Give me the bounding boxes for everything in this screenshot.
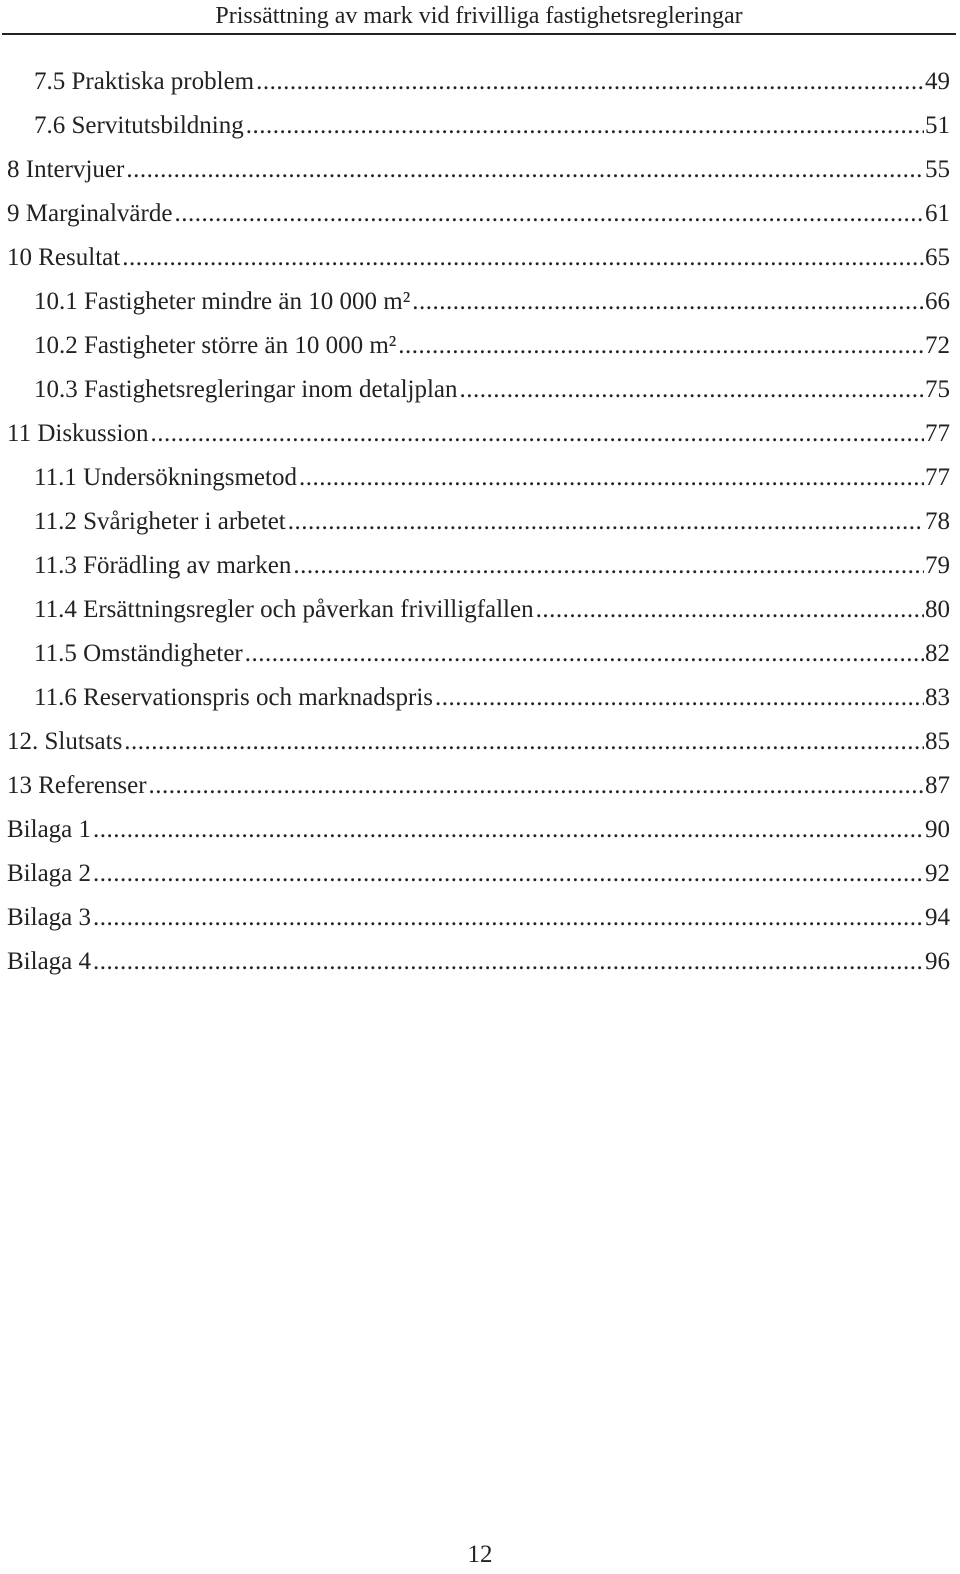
- toc-entry-13[interactable]: [7, 764, 950, 808]
- toc-entry-page: 80: [925, 596, 950, 623]
- toc-entry-page: 90: [925, 816, 950, 843]
- toc-entry-page: 66: [925, 288, 950, 315]
- toc-entry-8[interactable]: [7, 148, 950, 192]
- dot-leader: [93, 896, 924, 940]
- header-rule: [2, 33, 956, 35]
- toc-entry-title: Bilaga 2: [7, 860, 92, 887]
- toc-entry-page: 77: [925, 420, 950, 447]
- toc-entry-11-5[interactable]: [34, 632, 950, 676]
- toc-entry-title: 11.6 Reservationspris och marknadspris: [34, 684, 433, 711]
- dot-leader: [93, 808, 924, 852]
- toc-entry-title: 12. Slutsats: [7, 728, 123, 755]
- toc-entry-title: 7.6 Servitutsbildning: [34, 112, 244, 139]
- toc-entry-title: 8 Intervjuer: [7, 156, 125, 183]
- toc-entry-page: 83: [925, 684, 950, 711]
- dot-leader: [536, 588, 924, 632]
- toc-entry-title: 7.5 Praktiska problem: [34, 68, 255, 95]
- toc-entry-title: 10.3 Fastighetsregleringar inom detaljplan: [34, 376, 458, 403]
- toc-entry-title: Bilaga 4: [7, 948, 92, 975]
- dot-leader: [93, 940, 924, 984]
- toc-entry-page: 78: [925, 508, 950, 535]
- toc-entry-title: 11.3 Förädling av marken: [34, 552, 292, 579]
- dot-leader: [122, 236, 924, 280]
- dot-leader: [412, 280, 924, 324]
- dot-leader: [93, 852, 924, 896]
- toc-entry-page: 72: [925, 332, 950, 359]
- toc-entry-page: 61: [925, 200, 950, 227]
- dot-leader: [174, 192, 924, 236]
- toc-entry-title: Bilaga 3: [7, 904, 92, 931]
- dot-leader: [245, 632, 924, 676]
- dot-leader: [150, 412, 924, 456]
- toc-entry-12[interactable]: [7, 720, 950, 764]
- toc-entry-title: 10 Resultat: [7, 244, 121, 271]
- toc-entry-page: 51: [925, 112, 950, 139]
- toc-entry-page: 75: [925, 376, 950, 403]
- toc-entry-10-3[interactable]: [34, 368, 950, 412]
- running-header: Prissättning av mark vid frivilliga fastighetsregleringar: [215, 3, 743, 29]
- dot-leader: [288, 500, 924, 544]
- toc-entry-10-2[interactable]: [34, 324, 950, 368]
- dot-leader: [435, 676, 924, 720]
- dot-leader: [149, 764, 924, 808]
- toc-entry-page: 49: [925, 68, 950, 95]
- toc-entry-11-3[interactable]: [34, 544, 950, 588]
- dot-leader: [293, 544, 924, 588]
- toc-entry-7-5[interactable]: [34, 60, 950, 104]
- dot-leader: [398, 324, 924, 368]
- toc-entry-title: 11.5 Omständigheter: [34, 640, 243, 667]
- toc-entry-bilaga-3[interactable]: [7, 896, 950, 940]
- toc-entry-page: 87: [925, 772, 950, 799]
- toc-entry-title: 11.2 Svårigheter i arbetet: [34, 508, 286, 535]
- toc-entry-9[interactable]: [7, 192, 950, 236]
- toc-entry-11-2[interactable]: [34, 500, 950, 544]
- dot-leader: [126, 148, 924, 192]
- toc-entry-bilaga-4[interactable]: [7, 940, 950, 984]
- toc-entry-page: 92: [925, 860, 950, 887]
- toc-entry-title: 11.1 Undersökningsmetod: [34, 464, 297, 491]
- toc-entry-page: 65: [925, 244, 950, 271]
- toc-entry-title: 10.1 Fastigheter mindre än 10 000 m²: [34, 288, 411, 315]
- page-number: 12: [467, 1541, 493, 1568]
- toc-entry-page: 55: [925, 156, 950, 183]
- dot-leader: [460, 368, 924, 412]
- toc-entry-title: Bilaga 1: [7, 816, 92, 843]
- toc-entry-page: 77: [925, 464, 950, 491]
- toc-entry-10-1[interactable]: [34, 280, 950, 324]
- dot-leader: [124, 720, 924, 764]
- toc-entry-title: 9 Marginalvärde: [7, 200, 173, 227]
- toc-entry-title: 13 Referenser: [7, 772, 147, 799]
- dot-leader: [256, 60, 924, 104]
- toc-entry-11-6[interactable]: [34, 676, 950, 720]
- toc-entry-11-4[interactable]: [34, 588, 950, 632]
- toc-entry-page: 82: [925, 640, 950, 667]
- toc-entry-10[interactable]: [7, 236, 950, 280]
- toc-entry-title: 11 Diskussion: [7, 420, 149, 447]
- toc-entry-page: 79: [925, 552, 950, 579]
- toc-entry-page: 85: [925, 728, 950, 755]
- toc-entry-11-1[interactable]: [34, 456, 950, 500]
- toc-entry-page: 94: [925, 904, 950, 931]
- toc-entry-bilaga-2[interactable]: [7, 852, 950, 896]
- toc-entry-title: 11.4 Ersättningsregler och påverkan frivilligfallen: [34, 596, 534, 623]
- toc-entry-7-6[interactable]: [34, 104, 950, 148]
- dot-leader: [246, 104, 924, 148]
- toc-entry-bilaga-1[interactable]: [7, 808, 950, 852]
- toc-entry-title: 10.2 Fastigheter större än 10 000 m²: [34, 332, 397, 359]
- toc-entry-page: 96: [925, 948, 950, 975]
- dot-leader: [299, 456, 924, 500]
- toc-entry-11[interactable]: [7, 412, 950, 456]
